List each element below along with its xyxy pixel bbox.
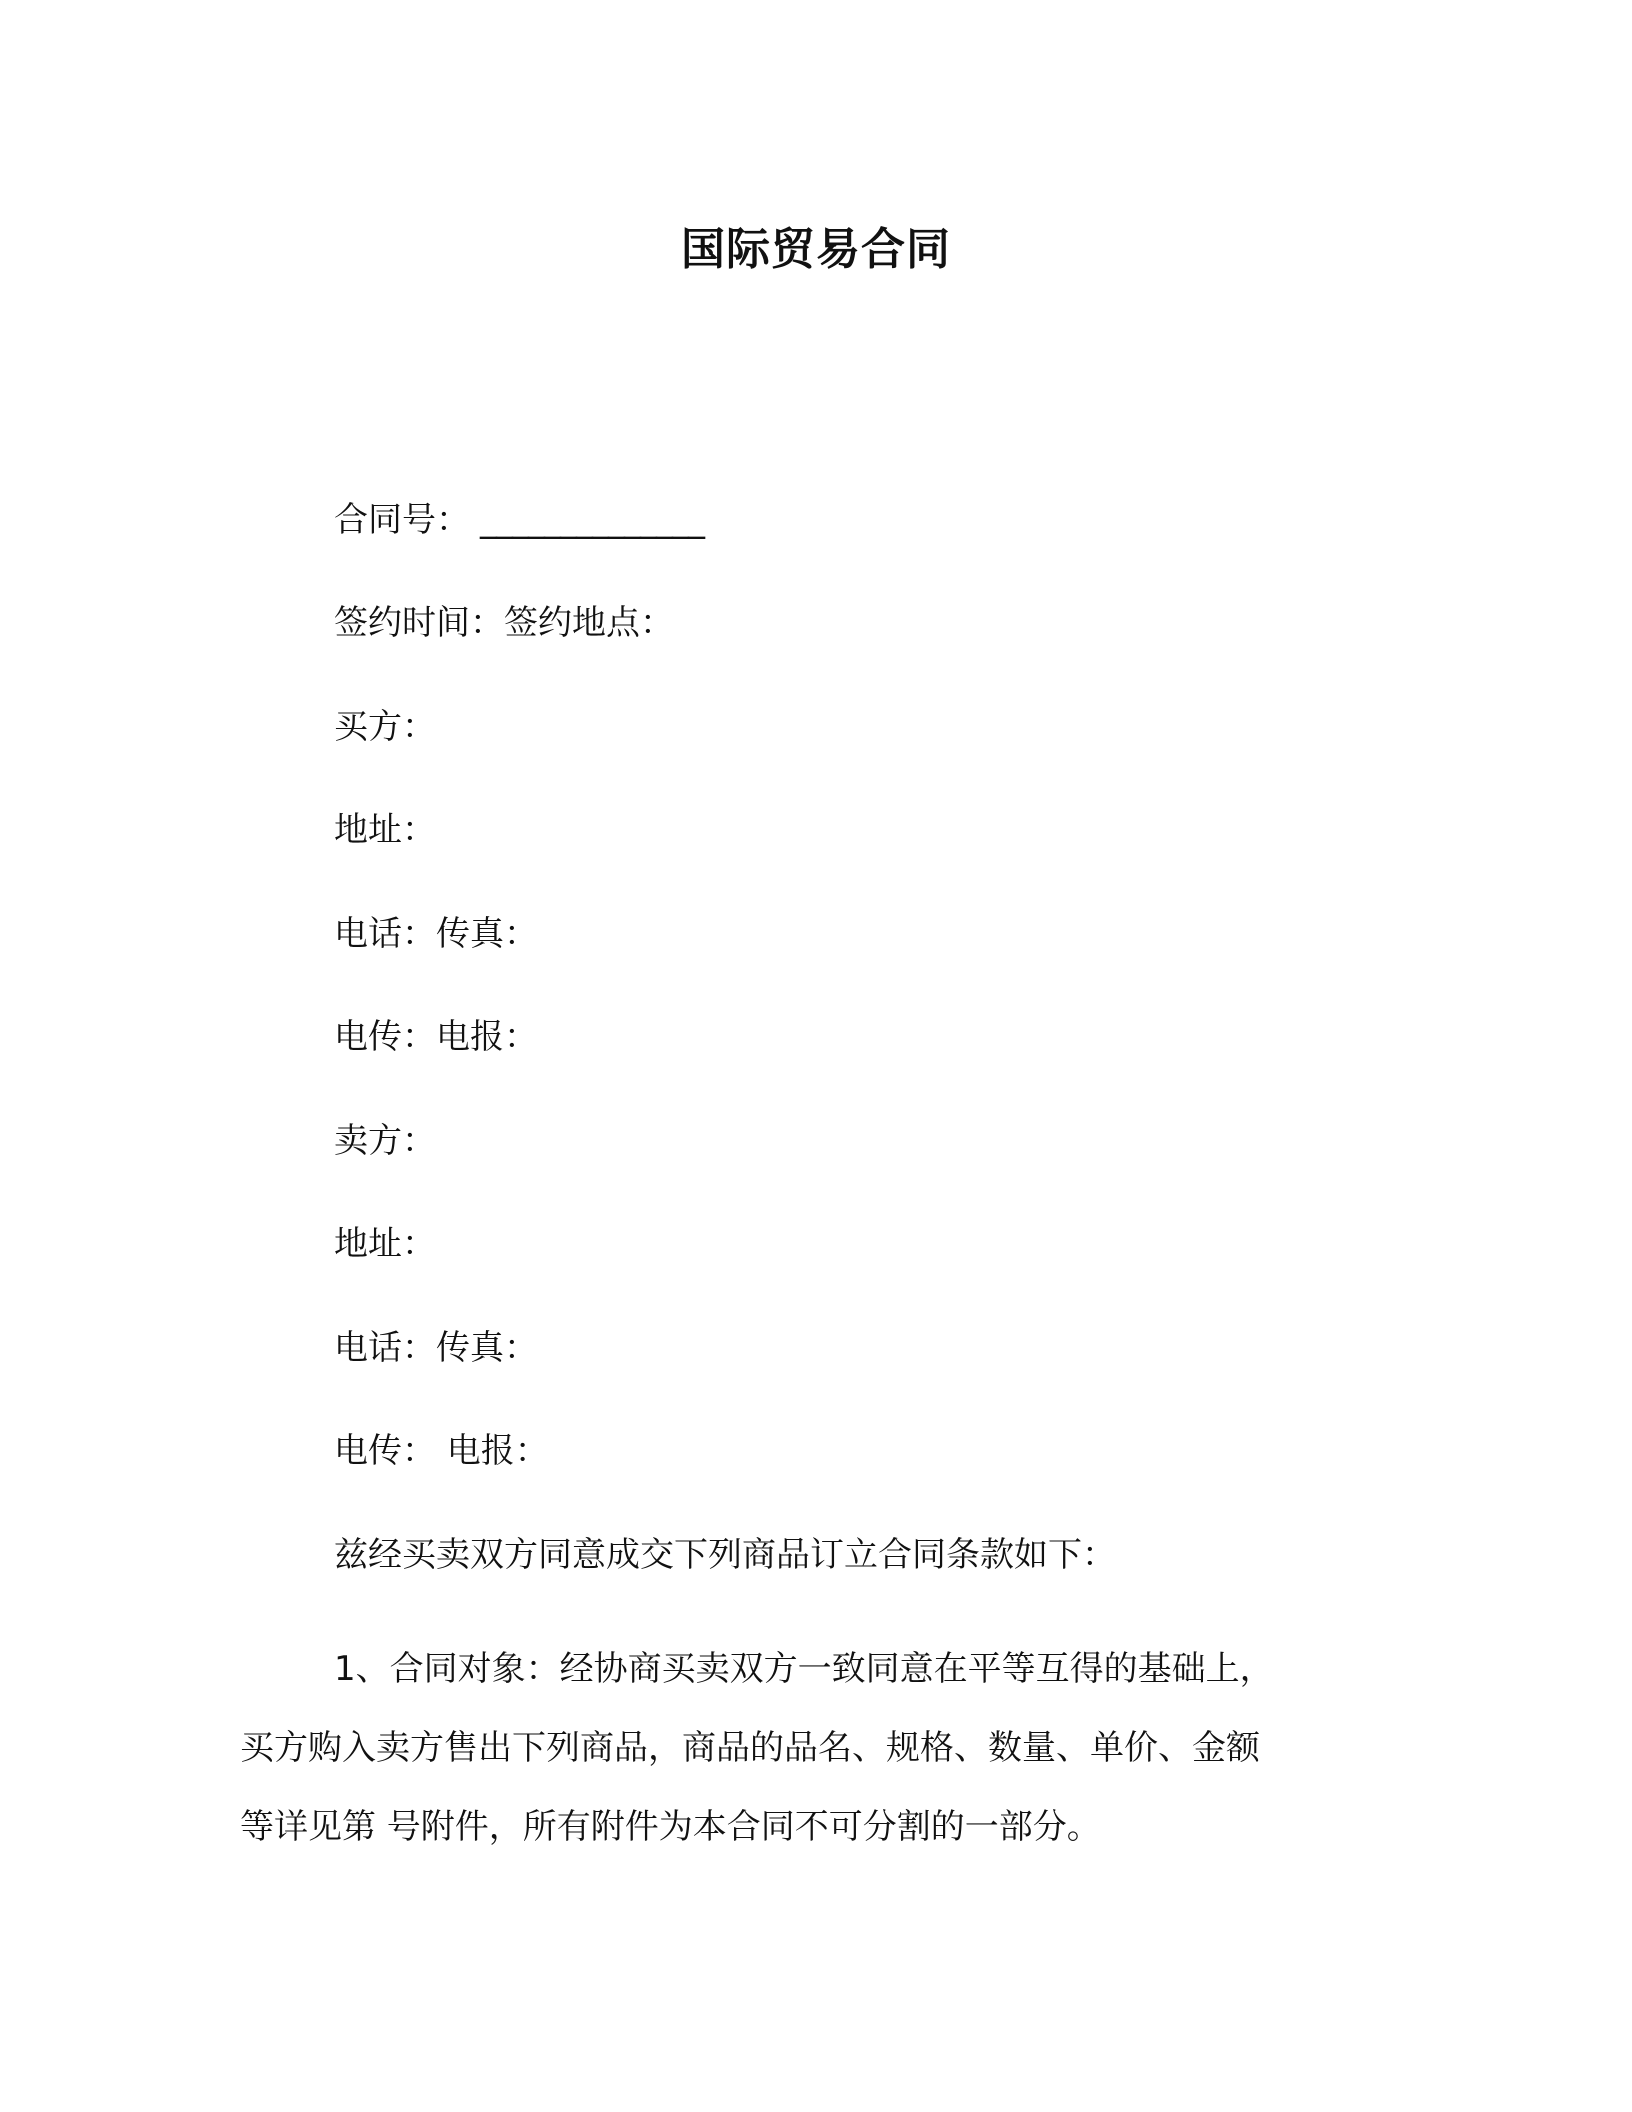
seller-address-field: 地址： <box>334 1224 436 1264</box>
clause-1-paragraph <box>240 1630 1360 1867</box>
contract-number-label: 合同号： <box>334 500 470 540</box>
clause-1-line-2: 买方购入卖方售出下列商品，商品的品名、规格、数量、单价、金额 <box>240 1728 1260 1768</box>
seller-field: 卖方： <box>334 1121 436 1161</box>
contract-number-blank: ______________ <box>480 500 704 540</box>
contract-number-field <box>334 497 704 543</box>
seller-telex-telegram-field: 电传： 电报： <box>334 1431 549 1471</box>
intro-paragraph: 兹经买卖双方同意成交下列商品订立合同条款如下： <box>334 1535 1116 1575</box>
clause-1-line-3: 等详见第 号附件，所有附件为本合同不可分割的一部分。 <box>240 1807 1101 1847</box>
seller-phone-fax-field: 电话：传真： <box>334 1328 538 1368</box>
buyer-address-field: 地址： <box>334 810 436 850</box>
buyer-field: 买方： <box>334 707 436 747</box>
clause-1-line-1: 1、合同对象：经协商买卖双方一致同意在平等互得的基础上， <box>334 1649 1274 1689</box>
buyer-telex-telegram-field: 电传：电报： <box>334 1017 538 1057</box>
sign-time-place-field: 签约时间：签约地点： <box>334 603 674 643</box>
document-title: 国际贸易合同 <box>681 224 951 275</box>
buyer-phone-fax-field: 电话：传真： <box>334 914 538 954</box>
